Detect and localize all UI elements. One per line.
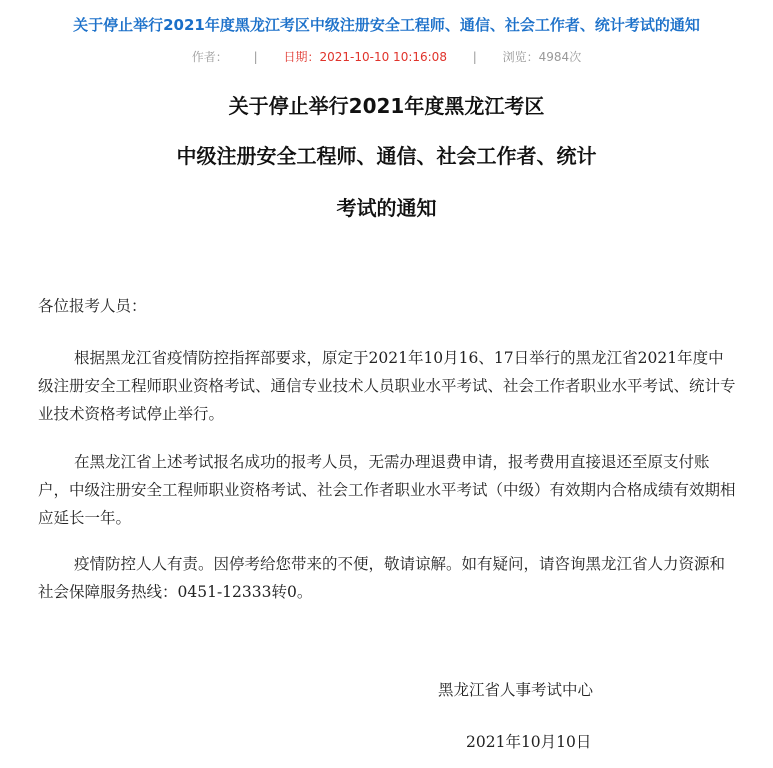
article-title-line-1: 关于停止举行2021年度黑龙江考区 [228,94,545,118]
paragraph-3: 疫情防控人人有责。因停考给您带来的不便，敬请谅解。如有疑问，请咨询黑龙江省人力资源和社会保障服务热线：0451-12333转0。 [38,555,726,601]
paragraph-2: 在黑龙江省上述考试报名成功的报考人员，无需办理退费申请，报考费用直接退还至原支付账户，中级注册安全工程师职业资格考试、社会工作者职业水平考试（中级）有效期内合格成绩有效期相应延长一年。 [38,453,736,527]
article-meta [0,48,773,65]
article-title-line-2: 中级注册安全工程师、通信、社会工作者、统计 [176,144,597,168]
article-title-line-3: 考试的通知 [336,196,437,220]
salutation: 各位报考人员： [38,297,147,315]
meta-date: 日期：2021-10-10 10:16:08 [283,50,447,64]
signature-date: 2021年10月10日 [466,733,592,751]
paragraph-1: 根据黑龙江省疫情防控指挥部要求，原定于2021年10月16、17日举行的黑龙江省2021年度中级注册安全工程师职业资格考试、通信专业技术人员职业水平考试、社会工作者职业水平考试、统计专业技术资格考试停止举行。 [38,349,736,423]
meta-views: 浏览：4984次 [502,50,582,64]
meta-separator: | [472,50,477,64]
page-heading: 关于停止举行2021年度黑龙江考区中级注册安全工程师、通信、社会工作者、统计考试的通知 [73,16,700,34]
meta-author: 作者： [191,50,228,64]
meta-separator: | [253,50,258,64]
signature-organization: 黑龙江省人事考试中心 [438,681,594,699]
